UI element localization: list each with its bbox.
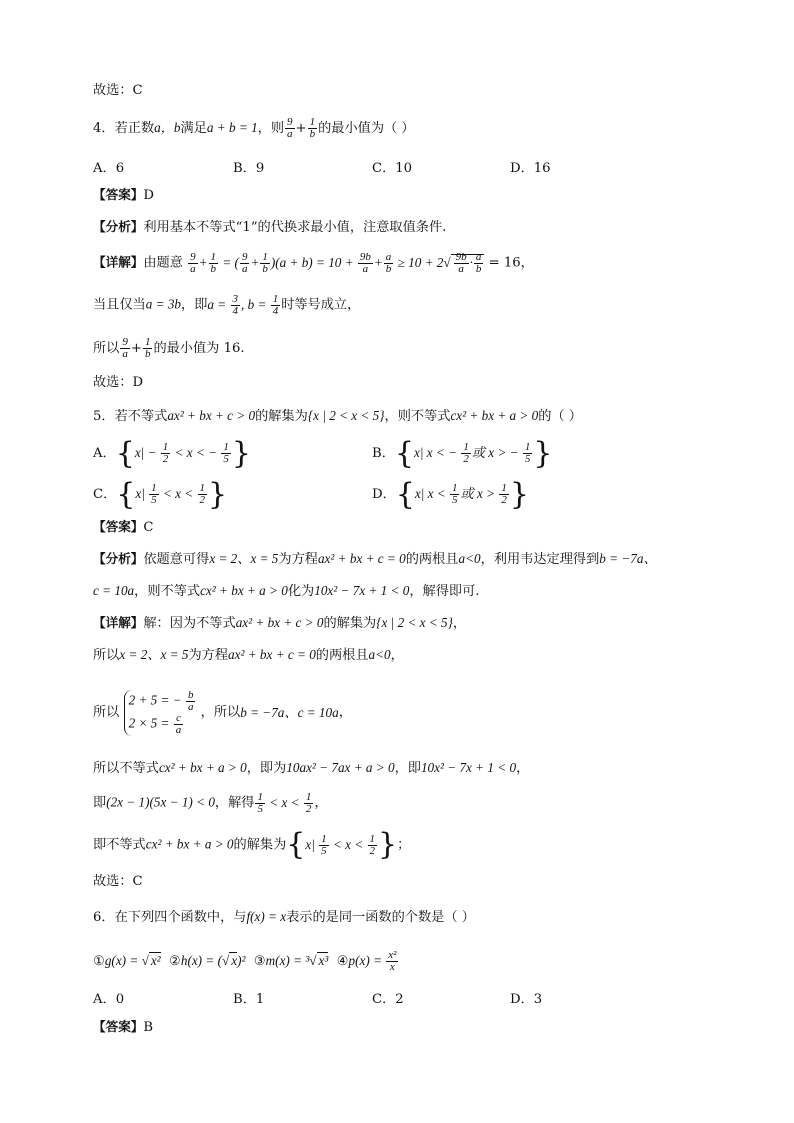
q6-option-d: D．3 [510,992,543,1007]
fn1: g(x) = [104,953,142,968]
eq-values: a = $\frac{3}{4}$ , b = $\frac{1}{4}$ [207,293,279,317]
q5-detail-system [93,690,352,740]
q5-analysis-2 [93,582,479,601]
d4-d: 10ax² − 7ax + a > 0 [286,760,395,775]
an-e: 的两根且 [405,552,459,567]
sys-mid: ，所以 [200,705,241,720]
d1-e: ， [452,616,467,631]
vieta-system: 2 + 5 = − $\frac{b}{a}$ 2 × 5 = $\frac{c}{a}$ [124,690,197,736]
q5-detail-1 [93,614,466,633]
q5-detail-2 [93,646,404,665]
sys-res: b = −7a、c = 10a [240,705,339,720]
an-c: 为方程 [278,552,318,567]
d5-d: ， [314,795,328,811]
q5-answer [93,518,153,537]
d2-b: x = 2、x = 5 [119,647,189,662]
q6-functions [93,950,399,973]
an2-e: 10x² − 7x + 1 < 0 [314,583,410,598]
q5-set: {x | 2 < x < 5} [307,408,385,423]
line-answer-prev: 故选：C [93,83,143,98]
d5-c: ，解得 [214,795,255,811]
q4-equality [93,294,360,317]
d1-d: {x | 2 < x < 5} [376,615,453,630]
question-4: 4．若正数a，b满足a + b = 1，则 $\frac{9}{a}$ + $\frac{1}{b}$ 的最小值为（ ） [93,116,415,140]
q5-ineq: ax² + bx + c > 0 [167,408,256,423]
q4-conclusion: 所以 $\frac{9}{a}$ + $\frac{1}{b}$ 的最小值为 16. [93,336,245,360]
d4-c: ，即为 [246,761,287,776]
q4-option-b: B．9 [233,161,265,176]
eq-mid: ，即 [181,297,208,313]
d6-d: ； [397,837,411,853]
d1-a: 解：因为不等式 [143,616,236,631]
concl-tail: 的最小值为 16. [153,341,245,356]
concl-frac-1: $\frac{9}{a}$ [122,336,128,360]
an-a: 依题意可得 [143,552,210,567]
fn1-expr: √ x² [141,953,161,968]
q5-tail: 的（ ） [538,409,582,424]
eq-tail: 时等号成立， [281,297,361,313]
d6-a: 即不等式 [93,837,146,853]
an-b: x = 2、x = 5 [209,551,279,566]
q4-then: ，则 [257,121,285,136]
q5-detail-6: 即不等式cx² + bx + a > 0的解集为{x| $\frac{1}{5}$ < x < $\frac{1}{2}$ }； [93,827,411,863]
q4-cond: a + b = 1 [206,120,258,135]
q5-sol-lead: 的解集为 [255,409,308,424]
fn3-expr: ³√ x³ [305,953,329,968]
an-h: b = −7a、 [599,551,657,566]
an2-b: ，则不等式 [134,584,201,599]
analysis-tag: 【分析】 [93,219,144,234]
q5-prefix: 5．若不等式 [93,409,168,424]
q4-option-d: D．16 [510,161,551,176]
q5-option-c: C．{x| $\frac{1}{5}$ < x < $\frac{1}{2}$ } [93,477,228,512]
answer-value: D [143,188,154,203]
d4-a: 所以不等式 [93,761,159,776]
detail-tag: 【详解】 [93,615,144,630]
q4-detail: 【详解】由题意 $\frac{9}{a}$ + $\frac{1}{b}$ = ( $\frac{9}{a}$ + $\frac{1}{b}$ )(a + b) = 10 + $\frac{9b}{a}$ + $\frac{a}{b}$ ≥ 10 + 2√ $\frac{9b}{a}$ · $\frac{a}{b}$ = 16， [93,251,534,275]
q6-option-a: A．0 [93,992,125,1007]
q4-prefix: 4．若正数 [93,121,155,136]
an-f: a<0 [458,551,481,566]
d2-a: 所以 [93,648,120,663]
d5-a: 即 [93,795,107,811]
q4-choose: 故选：D [93,375,144,390]
question-6 [93,908,475,927]
q4-option-c: C．10 [372,161,413,176]
d4-f: 10x² − 7x + 1 < 0 [420,760,517,775]
fn4: p(x) = [348,953,386,968]
answer-tag: 【答案】 [93,519,144,534]
an2-f: ，解得即可. [409,584,480,599]
d2-d: ax² + bx + c = 0 [228,647,316,662]
q5-choose: 故选：C [93,874,143,889]
detail-tag: 【详解】 [93,254,144,270]
q6-f: f(x) = x [246,909,287,924]
q5-opt-c-label: C． [93,487,117,502]
frac-1-over-b: $\frac{1}{b}$ [309,116,316,140]
detail-result: = 16 [484,255,521,271]
q4-vars: a，b [154,120,181,135]
d5-range: $\frac{1}{5}$ < x < $\frac{1}{2}$ [257,791,312,815]
q4-analysis [93,218,446,237]
d2-c: 为方程 [188,648,229,663]
an-d: ax² + bx + c = 0 [317,551,406,566]
fn2-mark: ② [169,954,181,969]
q5-option-d: D．{x| x < $\frac{1}{5}$ 或 x > $\frac{1}{2}$ } [372,477,529,512]
concl-lead: 所以 [93,341,120,356]
q4-answer [93,186,154,205]
fn3: m(x) = [265,953,306,968]
q6-a: 6．在下列四个函数中，与 [93,910,247,925]
q5-opt-d-label: D． [372,487,396,502]
question-5 [93,407,582,426]
d2-g: ， [390,648,404,663]
d4-e: ，即 [394,761,421,776]
q5-detail-4 [93,759,529,778]
q5-analysis-1 [93,550,657,569]
detail-lead: 由题意 [143,255,183,271]
concl-frac-2: $\frac{1}{b}$ [144,336,151,360]
q4-satisfy: 满足 [180,121,207,136]
answer-value: B [143,1020,154,1035]
an-g: ，利用韦达定理得到 [480,552,600,567]
fn4-mark: ④ [336,954,349,969]
fn3-mark: ③ [253,954,266,969]
eq-cond: a = 3b [145,296,182,312]
answer-tag: 【答案】 [93,187,144,202]
q5-opt-a-label: A． [93,446,116,461]
q5-option-a: A．{x| − $\frac{1}{2}$ < x < − $\frac{1}{5}$ } [93,436,251,471]
q4-option-a: A．6 [93,161,125,176]
q6-c: 表示的是同一函数的个数是（ ） [286,910,475,925]
d2-f: a<0 [368,647,391,662]
fn1-mark: ① [93,954,105,969]
detail-expression: $\frac{9}{a}$ + $\frac{1}{b}$ = ( $\frac{9}{a}$ + $\frac{1}{b}$ )(a + b) = 10 + $\frac{9b}{a}$ + $\frac{a}{b}$ ≥ 10 + 2√ $\frac{9b}{a}$ · $\frac{a}{b}$ [187,255,484,270]
q6-answer [93,1018,153,1037]
sys-tail: ， [338,705,352,720]
analysis-text: 利用基本不等式“1”的代换求最小值，注意取值条件. [143,220,447,235]
q5-detail-5 [93,792,328,815]
frac-9-over-a: $\frac{9}{a}$ [287,116,293,140]
fn2: h(x) = [180,953,218,968]
analysis-tag: 【分析】 [93,551,144,566]
d4-g: ， [516,761,530,776]
d6-c: 的解集为 [233,837,287,853]
sys-lead: 所以 [93,705,120,720]
d1-b: ax² + bx + c > 0 [235,615,324,630]
answer-value: C [143,520,154,535]
d1-c: 的解集为 [323,616,377,631]
d2-e: 的两根且 [315,648,369,663]
q6-option-b: B．1 [233,992,265,1007]
q6-option-c: C．2 [372,992,404,1007]
d5-b: (2x − 1)(5x − 1) < 0 [106,794,215,810]
answer-tag: 【答案】 [93,1019,144,1034]
q5-ineq2: cx² + bx + a > 0 [450,408,539,423]
eq-lead: 当且仅当 [93,297,146,313]
q5-option-b: B．{x| x < − $\frac{1}{2}$ 或 x > − $\frac{1}{5}$ } [372,436,553,471]
d6-b: cx² + bx + a > 0 [145,836,234,852]
d4-b: cx² + bx + a > 0 [158,760,247,775]
d6-set: x| $\frac{1}{5}$ < x < $\frac{1}{2}$ [305,833,375,857]
fn4-expr: $\frac{\text{x²}}{x}$ [388,949,397,973]
an2-a: c = 10a [93,583,135,598]
q5-then: ，则不等式 [384,409,451,424]
fn2-expr: (√ x)² [217,953,246,968]
an2-c: cx² + bx + a > 0 [200,583,288,598]
q4-tail: 的最小值为（ ） [318,121,415,136]
an2-d: 化为 [287,584,315,599]
q5-opt-b-label: B． [372,446,395,461]
